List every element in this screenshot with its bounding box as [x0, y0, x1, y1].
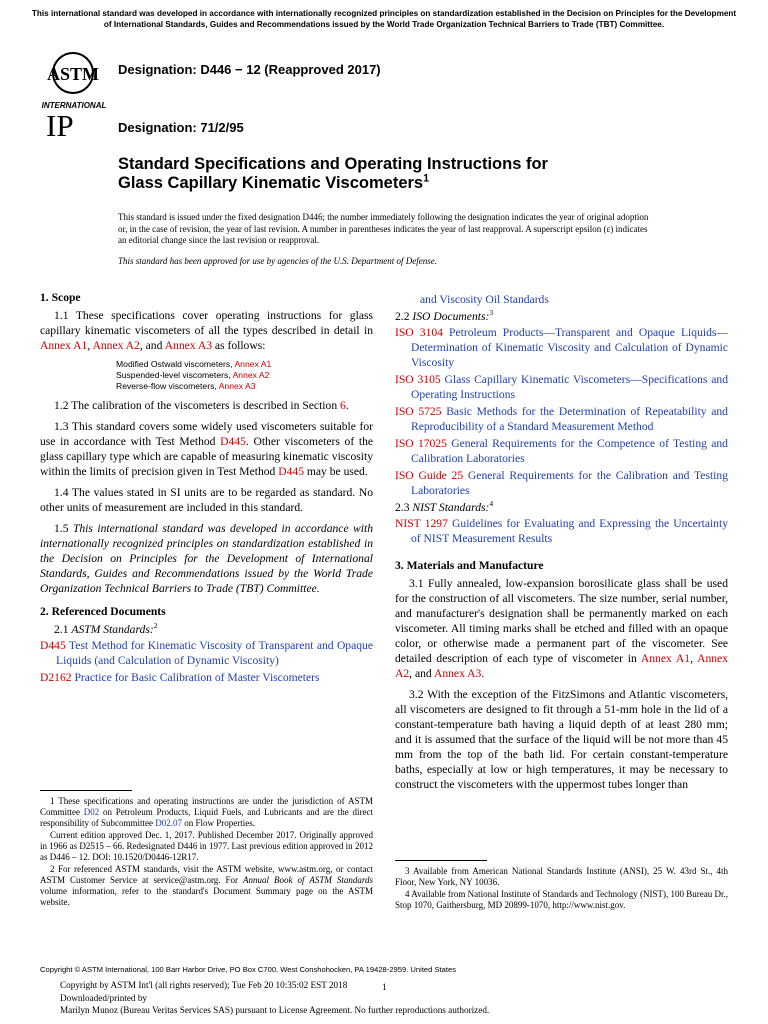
footnotes-left — [40, 796, 373, 909]
svg-text:INTERNATIONAL: INTERNATIONAL — [41, 101, 107, 110]
iso-3105-title-link[interactable]: Glass Capillary Kinematic Viscometers—Specifications and Operating Instructions — [411, 373, 728, 401]
astm-standards-label: 2.1 ASTM Standards:$^2$ — [54, 621, 158, 636]
standard-notice: This standard is issued under the fixed designation D446; the number immediately following the designation indicates the year of original adoption or, in the case of revision, the year of last revision. A number in parentheses indicates the year of last reapproval. A superscript epsilon (ε) indicates an editorial change since the last revision or reapproval. — [118, 212, 649, 245]
iso-3105-link[interactable]: ISO 3105 — [395, 373, 441, 386]
astm-logo-icon — [40, 50, 110, 112]
materials-heading: 3. Materials and Manufacture — [395, 559, 544, 572]
copyright-line: Copyright © ASTM International, 100 Barr Harbor Drive, PO Box C700, West Conshohocken, PA 19428-2959. United States — [40, 965, 457, 974]
annex-a3-link[interactable]: Annex A3 — [164, 339, 212, 352]
iso-3104-link[interactable]: ISO 3104 — [395, 326, 443, 339]
para-3-1: 3.1 Fully annealed, low-expansion borosilicate glass shall be used for the construction of all viscometers. The size number, serial number, and manufacturer's designation shall be permanently marked on each viscometer. All timing marks shall be etched and filled with an opaque color, or otherwise made a permanent part of the viscometer. See detailed description of each type of viscometer in Annex A1, Annex A2, and Annex A3. — [395, 577, 728, 680]
ref-nist-1297 — [395, 516, 728, 546]
footnote-4: 4 Available from National Institute of Standards and Technology (NIST), 100 Bureau Dr., Stop 1070, Gaithersburg, MD 20899-1070, http://www.nist.gov. — [395, 889, 728, 910]
footnote-rule — [40, 790, 132, 791]
footnotes-right — [395, 866, 728, 912]
scope-heading: 1. Scope — [40, 291, 81, 304]
ref-iso-5725 — [395, 404, 728, 434]
nist-1297-link[interactable]: NIST 1297 — [395, 517, 448, 530]
annex-a2-link[interactable]: Annex A2 — [92, 339, 140, 352]
footnote-1-edition: Current edition approved Dec. 1, 2017. Published December 2017. Originally approved in 1966 as D2515 – 66. Redesignated D446 in 1977. Last previous edition approved in 2012 as D446 – 12. DOI: 10.1520/D0446-12R17. — [40, 830, 373, 862]
annex-a1-link[interactable]: Annex A1 — [640, 652, 691, 665]
ip-designation: Designation: 71/2/95 — [118, 120, 244, 135]
d2162-title-link[interactable]: Practice for Basic Calibration of Master Viscometers — [71, 671, 320, 684]
astm-designation: Designation: D446 − 12 (Reapproved 2017) — [118, 62, 381, 77]
annex-link[interactable]: Annex A1 — [234, 359, 272, 369]
list-item: Modified Ostwald viscometers, Annex A1 — [116, 359, 272, 369]
ref-iso-guide-25 — [395, 468, 728, 498]
license-block: Copyright by ASTM Int'l (all rights reserved); Tue Feb 20 10:35:02 EST 2018 Downloaded/printed by Marilyn Munoz (Bureau Veritas Services SAS) pursuant to License Agreement. No further reproductions authorized. — [60, 980, 490, 1015]
iso-5725-title-link[interactable]: Basic Methods for the Determination of Repeatability and Reproducibility of a Standard Measurement Method — [411, 405, 728, 433]
d02-link[interactable]: D02 — [83, 807, 100, 817]
annex-link[interactable]: Annex A3 — [218, 381, 256, 391]
d2162-title-continued-link[interactable]: and Viscosity Oil Standards — [420, 293, 549, 306]
d2162-continued — [395, 292, 728, 307]
iso-3104-title-link[interactable]: Petroleum Products—Transparent and Opaque Liquids—Determination of Kinematic Viscosity and Calculation of Dynamic Viscosity — [411, 326, 728, 369]
iso-documents-label: 2.2 ISO Documents:$^3$ — [395, 308, 494, 323]
nist-standards-label: 2.3 NIST Standards:$^4$ — [395, 499, 494, 514]
annex-a2-link[interactable]: Annex A2 — [395, 652, 728, 680]
footnote-rule — [395, 860, 487, 861]
footnote-1: 1 These specifications and operating instructions are under the jurisdiction of ASTM Committee D02 on Petroleum Products, Liquid Fuels, and Lubricants and are the direct responsibility of Subcommittee D02.07 on Flow Properties. — [40, 796, 373, 828]
viscometer-type-list — [40, 359, 373, 392]
referenced-heading: 2. Referenced Documents — [40, 605, 166, 618]
iso-17025-title-link[interactable]: General Requirements for the Competence of Testing and Calibration Laboratories — [411, 437, 728, 465]
svg-text:ASTM: ASTM — [46, 64, 100, 84]
ref-d445 — [40, 638, 373, 668]
iso-guide-25-title-link[interactable]: General Requirements for the Calibration and Testing Laboratories — [411, 469, 728, 497]
annex-link[interactable]: Annex A2 — [232, 370, 270, 380]
ref-iso-3104 — [395, 325, 728, 370]
d2162-ref-link[interactable]: D2162 — [40, 671, 72, 684]
list-item: Suspended-level viscometers, Annex A2 — [116, 370, 270, 380]
d445-link[interactable]: D445 — [220, 435, 246, 448]
iso-5725-link[interactable]: ISO 5725 — [395, 405, 442, 418]
para-1-1: 1.1 These specifications cover operating instructions for glass capillary kinematic viscometers of all the types described in detail in Annex A1, Annex A2, and Annex A3 as follows: — [40, 309, 373, 352]
left-column — [40, 290, 373, 687]
annex-a1-link[interactable]: Annex A1 — [40, 339, 88, 352]
para-3-2: 3.2 With the exception of the FitzSimons and Atlantic viscometers, all viscometers are designed to fit through a 51-mm hole in the lid of a constant-temperature bath having a liquid depth of at least 280 mm; and it is assumed that the surface of the liquid will be not more than 45 mm from the top of the bath lid. For certain constant-temperature baths, especially at low or high temperatures, it may be necessary to construct the viscometers with the uppermost tubes longer than — [395, 688, 728, 791]
section-6-link[interactable]: 6 — [340, 399, 346, 412]
para-1-4: 1.4 The values stated in SI units are to be regarded as standard. No other units of measurement are included in this standard. — [40, 486, 373, 514]
right-column — [395, 292, 728, 798]
para-1-2: 1.2 The calibration of the viscometers is described in Section 6. — [54, 399, 349, 412]
d0207-link[interactable]: D02.07 — [155, 818, 182, 828]
d445-link[interactable]: D445 — [278, 465, 304, 478]
ref-iso-3105 — [395, 372, 728, 402]
iso-guide-25-link[interactable]: ISO Guide 25 — [395, 469, 464, 482]
tbt-banner: This international standard was developed in accordance with internationally recognized principles on standardization established in the Decision on Principles for the Development of International Standards, Guides and Recommendations issued by the World Trade Organization Technical Barriers to Trade (TBT) Committee. — [31, 9, 737, 29]
nist-1297-title-link[interactable]: Guidelines for Evaluating and Expressing the Uncertainty of NIST Measurement Results — [411, 517, 728, 545]
footnote-3: 3 Available from American National Standards Institute (ANSI), 25 W. 43rd St., 4th Floor, New York, NY 10036. — [395, 866, 728, 887]
para-1-5: 1.5 This international standard was developed in accordance with internationally recognized principles on standardization established in the Decision on Principles for the Development of International Standards, Guides and Recommendations issued by the World Trade Organization Technical Barriers to Trade (TBT) Committee. — [40, 522, 373, 595]
ip-logo-icon: IP — [46, 108, 74, 143]
ref-d2162 — [40, 670, 373, 685]
document-title: Standard Specifications and Operating Instructions for Glass Capillary Kinematic Viscometers$^1$ — [118, 155, 548, 192]
para-1-3: 1.3 This standard covers some widely used viscometers suitable for use in accordance with Test Method D445. Other viscometers of the glass capillary type which are capable of measuring kinematic viscosity within the limits of precision given in Test Method D445 may be used. — [40, 420, 374, 478]
ref-iso-17025 — [395, 436, 728, 466]
list-item: Reverse-flow viscometers, Annex A3 — [116, 381, 256, 391]
annex-a3-link[interactable]: Annex A3 — [433, 667, 482, 680]
d445-ref-link[interactable]: D445 — [40, 639, 66, 652]
d445-title-link[interactable]: Test Method for Kinematic Viscosity of Transparent and Opaque Liquids (and Calculation of Dynamic Viscosity) — [56, 639, 373, 667]
dod-approval: This standard has been approved for use by agencies of the U.S. Department of Defense. — [118, 256, 438, 266]
iso-17025-link[interactable]: ISO 17025 — [395, 437, 447, 450]
page-number: 1 — [382, 982, 387, 992]
footnote-2: 2 For referenced ASTM standards, visit the ASTM website, www.astm.org, or contact ASTM Customer Service at service@astm.org. For Annual Book of ASTM Standards volume information, refer to the standard's Document Summary page on the ASTM website. — [40, 864, 374, 907]
